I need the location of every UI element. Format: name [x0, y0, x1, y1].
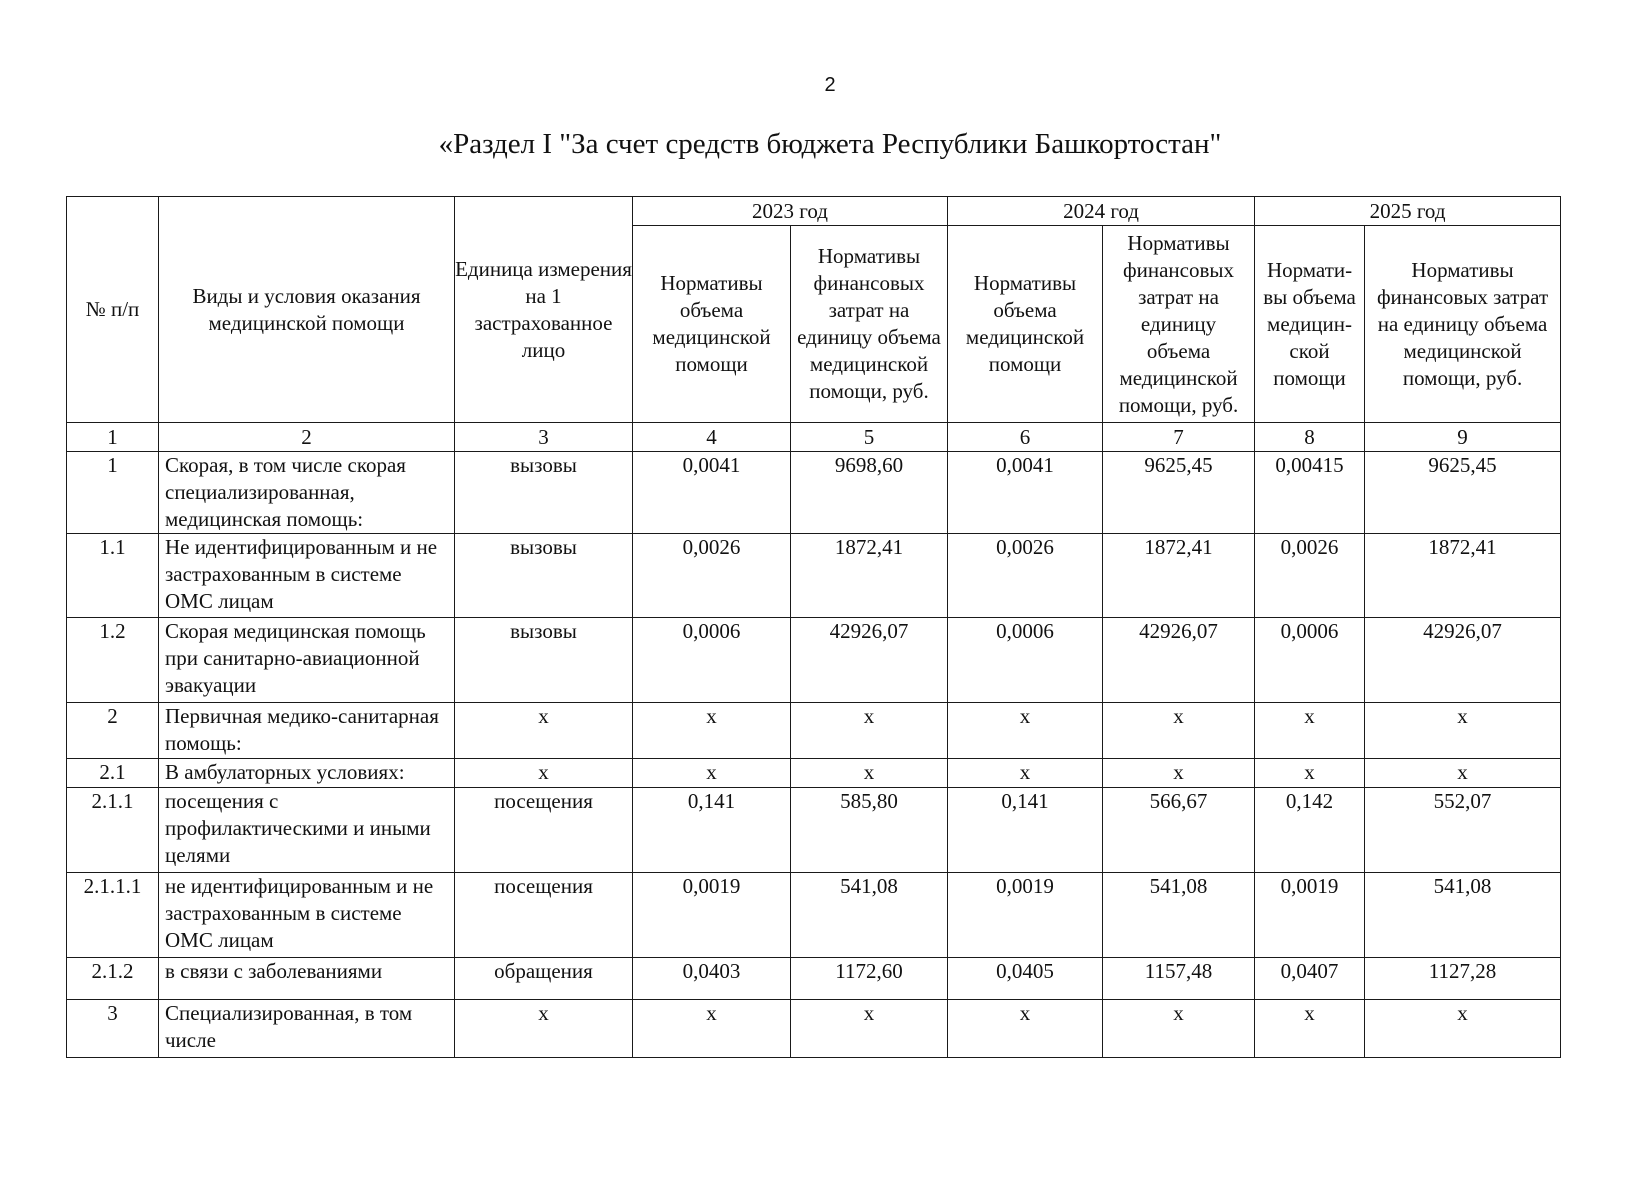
row-value: 42926,07 [791, 618, 948, 703]
table-row [67, 1000, 1561, 1058]
row-value: 0,141 [633, 788, 791, 873]
row-number: 1.2 [67, 618, 159, 703]
row-value: х [1103, 759, 1255, 788]
row-number: 3 [67, 1000, 159, 1058]
row-value: х [791, 703, 948, 759]
row-value: 0,141 [948, 788, 1103, 873]
row-value: 42926,07 [1103, 618, 1255, 703]
row-value: 0,00415 [1255, 452, 1365, 534]
row-value: х [1255, 703, 1365, 759]
row-value: 541,08 [1365, 873, 1561, 958]
row-number: 2.1.1 [67, 788, 159, 873]
row-value: х [1365, 703, 1561, 759]
row-value: 0,0019 [1255, 873, 1365, 958]
row-number: 2.1 [67, 759, 159, 788]
row-name: Специализированная, в том числе [159, 1000, 455, 1058]
row-value: х [1103, 703, 1255, 759]
row-name: Скорая, в том числе скорая специализированная, медицинская помощь: [159, 452, 455, 534]
row-value: 585,80 [791, 788, 948, 873]
row-value: х [948, 759, 1103, 788]
row-value: х [791, 1000, 948, 1058]
column-number: 7 [1103, 423, 1255, 452]
row-value: 1172,60 [791, 958, 948, 1000]
row-number: 2.1.1.1 [67, 873, 159, 958]
column-number: 9 [1365, 423, 1561, 452]
header-cost-2025: Нормативы финансовых затрат на единицу объема медицинской помощи, руб. [1365, 226, 1561, 423]
row-value: 9625,45 [1365, 452, 1561, 534]
row-value: 552,07 [1365, 788, 1561, 873]
header-row-years [67, 197, 1561, 226]
row-value: 0,0006 [948, 618, 1103, 703]
row-unit: обращения [455, 958, 633, 1000]
header-year-2023: 2023 год [633, 197, 948, 226]
row-number: 1 [67, 452, 159, 534]
row-number: 1.1 [67, 534, 159, 618]
row-unit: вызовы [455, 534, 633, 618]
row-value: 1872,41 [1103, 534, 1255, 618]
page-number: 2 [824, 74, 836, 96]
row-name: посещения с профилактическими и иными целями [159, 788, 455, 873]
row-value: х [948, 703, 1103, 759]
row-value: 42926,07 [1365, 618, 1561, 703]
row-value: 0,0026 [1255, 534, 1365, 618]
row-value: 1872,41 [791, 534, 948, 618]
row-value: х [633, 703, 791, 759]
header-cost-2024: Нормативы финансовых затрат на единицу объема медицинской помощи, руб. [1103, 226, 1255, 423]
header-year-2025: 2025 год [1255, 197, 1561, 226]
row-value: х [633, 1000, 791, 1058]
row-value: х [1365, 1000, 1561, 1058]
row-value: х [1365, 759, 1561, 788]
row-value: 9625,45 [1103, 452, 1255, 534]
header-row-column-numbers [67, 423, 1561, 452]
row-name: В амбулаторных условиях: [159, 759, 455, 788]
row-value: 1127,28 [1365, 958, 1561, 1000]
table-row [67, 873, 1561, 958]
header-volume-2025: Нормати-вы объема медицин-ской помощи [1255, 226, 1365, 423]
row-number: 2.1.2 [67, 958, 159, 1000]
row-unit: посещения [455, 873, 633, 958]
row-unit: посещения [455, 788, 633, 873]
row-value: 1872,41 [1365, 534, 1561, 618]
row-value: 0,0403 [633, 958, 791, 1000]
table-row [67, 703, 1561, 759]
row-value: 566,67 [1103, 788, 1255, 873]
row-name: в связи с заболеваниями [159, 958, 455, 1000]
row-value: 541,08 [1103, 873, 1255, 958]
row-unit: х [455, 703, 633, 759]
header-volume-2023: Нормативы объема медицинской помощи [633, 226, 791, 423]
row-value: 0,0026 [948, 534, 1103, 618]
table-row [67, 788, 1561, 873]
column-number: 4 [633, 423, 791, 452]
row-value: 0,0019 [948, 873, 1103, 958]
row-value: х [633, 759, 791, 788]
norms-table [66, 196, 1561, 1058]
row-unit: х [455, 759, 633, 788]
header-volume-2024: Нормативы объема медицинской помощи [948, 226, 1103, 423]
header-year-2024: 2024 год [948, 197, 1255, 226]
row-value: х [1255, 759, 1365, 788]
header-type: Виды и условия оказания медицинской помощи [159, 197, 455, 423]
header-cost-2023: Нормативы финансовых затрат на единицу объема медицинской помощи, руб. [791, 226, 948, 423]
header-num: № п/п [67, 197, 159, 423]
row-value: 0,0407 [1255, 958, 1365, 1000]
row-value: х [948, 1000, 1103, 1058]
row-value: 0,0041 [948, 452, 1103, 534]
row-unit: вызовы [455, 452, 633, 534]
column-number: 6 [948, 423, 1103, 452]
row-unit: вызовы [455, 618, 633, 703]
row-value: х [1255, 1000, 1365, 1058]
header-unit: Единица измерения на 1 застрахованное лицо [455, 197, 633, 423]
column-number: 1 [67, 423, 159, 452]
table-row [67, 452, 1561, 534]
row-value: 0,0019 [633, 873, 791, 958]
row-name: Не идентифицированным и не застрахованным в системе ОМС лицам [159, 534, 455, 618]
row-value: 0,0006 [633, 618, 791, 703]
row-unit: х [455, 1000, 633, 1058]
row-value: х [1103, 1000, 1255, 1058]
row-value: 541,08 [791, 873, 948, 958]
column-number: 2 [159, 423, 455, 452]
row-name: Скорая медицинская помощь при санитарно-авиационной эвакуации [159, 618, 455, 703]
table-row [67, 534, 1561, 618]
row-name: не идентифицированным и не застрахованным в системе ОМС лицам [159, 873, 455, 958]
section-title: «Раздел I "За счет средств бюджета Республики Башкортостан" [438, 128, 1222, 160]
table-row [67, 618, 1561, 703]
column-number: 5 [791, 423, 948, 452]
row-value: 0,142 [1255, 788, 1365, 873]
row-name: Первичная медико-санитарная помощь: [159, 703, 455, 759]
row-value: 0,0006 [1255, 618, 1365, 703]
row-number: 2 [67, 703, 159, 759]
row-value: 1157,48 [1103, 958, 1255, 1000]
table-row [67, 958, 1561, 1000]
row-value: 0,0405 [948, 958, 1103, 1000]
row-value: 0,0041 [633, 452, 791, 534]
row-value: 9698,60 [791, 452, 948, 534]
table-row [67, 759, 1561, 788]
column-number: 3 [455, 423, 633, 452]
row-value: 0,0026 [633, 534, 791, 618]
row-value: х [791, 759, 948, 788]
column-number: 8 [1255, 423, 1365, 452]
